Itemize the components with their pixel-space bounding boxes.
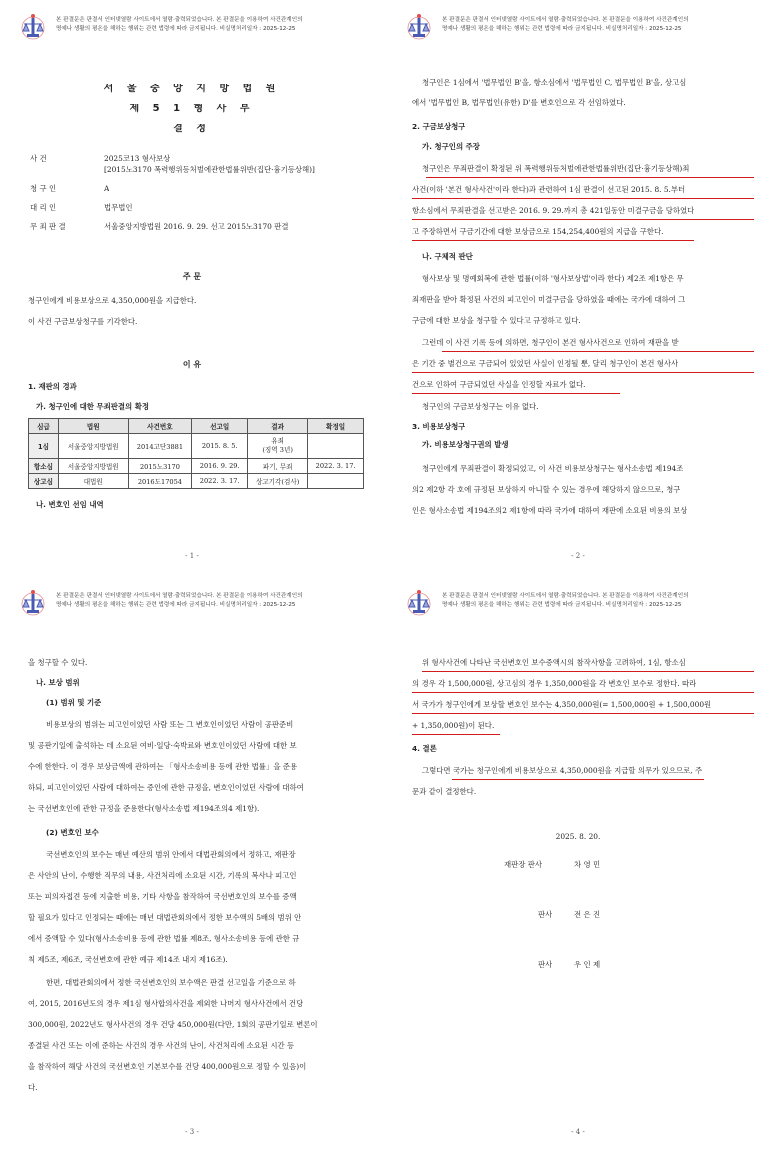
court-name: 서 울 중 앙 지 방 법 원 xyxy=(103,84,281,94)
col-header: 법원 xyxy=(58,419,128,434)
highlight-underline xyxy=(412,393,620,394)
court-emblem-icon xyxy=(404,588,434,618)
cost-line-2: 의2 제2항 각 호에 규정된 보상하지 아니할 수 있는 경우에 해당하지 않으므로, 청구 xyxy=(412,485,681,494)
continued-line: 을 청구할 수 있다. xyxy=(28,658,88,667)
cell-final xyxy=(308,474,364,489)
division-name: 제 5 1 형 사 부 xyxy=(129,104,255,114)
order-line-1: 청구인에게 비용보상으로 4,350,000원을 지급한다. xyxy=(28,296,197,305)
fee-decision-line-4: + 1,350,000원)이 된다. xyxy=(412,721,495,730)
rate-line-1: 한편, 대법관회의에서 정한 국선변호인의 보수액은 판결 선고일을 기준으로 하 xyxy=(46,978,296,987)
highlight-underline xyxy=(426,177,754,178)
scope-line-2: 및 공판기일에 출석하는 데 소요된 여비·일당·숙박료와 변호인이었던 사람에 대한 보 xyxy=(28,741,297,750)
cell-result-sub: (징역 3년) xyxy=(262,446,293,454)
page-number: - 1 - xyxy=(185,552,199,560)
col-header: 심급 xyxy=(29,419,59,434)
info-label-acquittal: 무 죄 판 결 xyxy=(30,222,66,231)
cell-case: 2014고단3881 xyxy=(128,434,192,459)
claim-line-3: 항소심에서 무죄판결을 선고받은 2016. 9. 29.까지 총 421일동안 미결구금을 당하였다 xyxy=(412,206,695,215)
reason-heading: 이 유 xyxy=(182,360,202,369)
fee-decision-line-3: 서 국가가 청구인에게 보상할 변호인 보수는 4,350,000원(= 1,500,000원 + 1,500,000원 xyxy=(412,700,712,709)
cell-final xyxy=(308,434,364,459)
table-row xyxy=(29,434,364,459)
cost-line-1: 청구인에게 무죄판결이 확정되었고, 이 사건 비용보상청구는 형사소송법 제194조 xyxy=(422,464,684,473)
intro-line-1: 청구인은 1심에서 '법무법인 B'을, 항소심에서 '법무법인 C, 법무법인 B'을, 상고심 xyxy=(422,78,687,87)
highlight-underline xyxy=(422,671,754,672)
order-heading: 주 문 xyxy=(182,272,202,281)
page-header xyxy=(18,12,368,42)
order-line-2: 이 사건 구금보상청구를 기각한다. xyxy=(28,317,138,326)
col-header: 확정일 xyxy=(308,419,364,434)
court-emblem-icon xyxy=(404,12,434,42)
highlight-underline xyxy=(412,219,754,220)
case-history-table xyxy=(28,418,364,489)
highlight-underline xyxy=(412,240,694,241)
claim-line-1: 청구인은 무죄판결이 확정된 위 폭력행위등처벌에관한법률위반(집단·흉기등상해)죄 xyxy=(422,164,690,173)
scope-line-5: 는 국선변호인에 관한 규정을 준용한다(형사소송법 제194조의4 제1항). xyxy=(28,804,260,813)
info-value-case-detail: [2015노3170 폭력행위등처벌에관한법률위반(집단·흉기등상해)] xyxy=(104,165,315,174)
rate-line-3: 300,000원, 2022년도 형사사건의 경우 건당 450,000원(다만, 1회의 공판기일로 변론이 xyxy=(28,1020,318,1029)
fee-line-1: 국선변호인의 보수는 매년 예산의 범위 안에서 대법관회의에서 정하고, 재판장 xyxy=(46,850,296,859)
info-value-agent: 법무법인 xyxy=(104,203,133,212)
scope-line-4: 하되, 피고인이었던 사람에 대하여는 증인에 관한 규정을, 변호인이었던 사람에 대하여 xyxy=(28,783,304,792)
fee-line-4: 할 필요가 있다고 인정되는 때에는 매년 대법관회의에서 정한 보수액의 5배의 범위 안 xyxy=(28,913,302,922)
info-value-claimant: A xyxy=(104,184,110,193)
page-header xyxy=(18,588,368,618)
cell-level: 상고심 xyxy=(29,474,59,489)
judgment2-line-1: 그런데 이 사건 기록 등에 의하면, 청구인이 본건 형사사건으로 인하여 재판을 받 xyxy=(422,338,679,347)
page-2 xyxy=(392,4,764,574)
fee-decision-line-1: 위 형사사건에 나타난 국선변호인 보수증액시의 참작사항을 고려하여, 1심, 항소심 xyxy=(422,658,686,667)
info-value-case: 2025코13 형사보상 xyxy=(104,154,171,163)
fee-line-5: 에서 증액할 수 있다(형사소송비용 등에 관한 법률 제8조, 형사소송비용 등에 관한 규 xyxy=(28,934,300,943)
cell-level: 1심 xyxy=(29,434,59,459)
judge-2-name: 전 은 진 xyxy=(574,910,601,919)
intro-line-2: 에서 '법무법인 B, 법무법인(유한) D'를 변호인으로 각 선임하였다. xyxy=(412,98,626,107)
cell-court: 대법원 xyxy=(58,474,128,489)
highlight-underline xyxy=(412,372,754,373)
highlight-underline xyxy=(412,734,500,735)
page-number: - 2 - xyxy=(571,552,585,560)
highlight-underline xyxy=(412,713,754,714)
cell-date: 2015. 8. 5. xyxy=(192,434,248,459)
page-header xyxy=(404,588,754,618)
info-value-acquittal: 서울중앙지방법원 2016. 9. 29. 선고 2015노3170 판결 xyxy=(104,222,289,231)
section-2a-title: 가. 청구인의 주장 xyxy=(422,142,480,151)
document-type: 결 정 xyxy=(173,124,211,134)
page-number: - 3 - xyxy=(185,1128,199,1136)
section-1b-title: 나. 변호인 선임 내역 xyxy=(36,500,104,509)
section-b-title: 나. 보상 범위 xyxy=(36,678,80,687)
rate-line-4: 종결된 사건 또는 이에 준하는 사건의 경우 사건의 난이, 사건처리에 소요된 시간 등 xyxy=(28,1041,295,1050)
highlight-underline xyxy=(452,779,704,780)
judge-1-title: 재판장 판사 xyxy=(504,860,543,869)
cost-line-3: 인은 형사소송법 제194조의2 제1항에 따라 국가에 대하여 재판에 소요된 비용의 보상 xyxy=(412,506,688,515)
info-label-case: 사 건 xyxy=(30,154,47,163)
col-header: 사건번호 xyxy=(128,419,192,434)
cell-date: 2022. 3. 17. xyxy=(192,474,248,489)
cell-case: 2016도17054 xyxy=(128,474,192,489)
judgment2-line-2: 은 기간 중 별건으로 구금되어 있었던 사실이 인정될 뿐, 달리 청구인이 본건 형사사 xyxy=(412,359,679,368)
table-row xyxy=(29,459,364,474)
rate-line-6: 다. xyxy=(28,1083,38,1092)
info-label-agent: 대 리 인 xyxy=(30,203,57,212)
subsection-1-title: (1) 범위 및 기준 xyxy=(46,698,102,707)
fee-line-2: 은 사안의 난이, 수행한 직무의 내용, 사건처리에 소요된 시간, 기록의 복사나 피고인 xyxy=(28,871,297,880)
judge-3-name: 우 인 제 xyxy=(574,960,601,969)
highlight-underline xyxy=(412,692,754,693)
cell-court: 서울중앙지방법원 xyxy=(58,434,128,459)
header-line-1: 본 판결문은 판결서 인터넷열람 사이트에서 열람·출력되었습니다. 본 판결문을 이용하여 사건관계인의 xyxy=(442,593,689,599)
section-1a-title: 가. 청구인에 대한 무죄판결의 확정 xyxy=(36,402,150,411)
judgment-line-1: 형사보상 및 명예회복에 관한 법률(이하 '형사보상법'이라 한다) 제2조 제1항은 무 xyxy=(422,274,684,283)
section-3-title: 3. 비용보상청구 xyxy=(412,422,466,431)
col-header: 선고일 xyxy=(192,419,248,434)
cell-result xyxy=(248,434,308,459)
scope-line-3: 수에 한한다. 이 경우 보상금액에 관하여는 「형사소송비용 등에 관한 법률」을 준용 xyxy=(28,762,298,771)
judge-3-title: 판사 xyxy=(538,960,553,969)
cell-case: 2015노3170 xyxy=(128,459,192,474)
cell-result: 상고기각(검사) xyxy=(248,474,308,489)
header-line-1: 본 판결문은 판결서 인터넷열람 사이트에서 열람·출력되었습니다. 본 판결문을 이용하여 사건관계인의 xyxy=(442,17,689,23)
judgment3-line: 청구인의 구금보상청구는 이유 없다. xyxy=(422,402,539,411)
subsection-2-title: (2) 변호인 보수 xyxy=(46,828,99,837)
highlight-underline xyxy=(442,351,754,352)
fee-decision-line-2: 의 경우 각 1,500,000원, 상고심의 경우 1,350,000원을 각 변호인 보수로 정한다. 따라 xyxy=(412,679,697,688)
court-emblem-icon xyxy=(18,588,48,618)
court-emblem-icon xyxy=(18,12,48,42)
judgment-line-2: 죄재판을 받아 확정된 사건의 피고인이 미결구금을 당하였을 때에는 국가에 대하여 그 xyxy=(412,295,686,304)
section-2-title: 2. 구금보상청구 xyxy=(412,122,466,131)
page-3 xyxy=(6,580,378,1150)
fee-line-6: 칙 제5조, 제6조, 국선변호에 관한 예규 제14조 내지 제16조). xyxy=(28,955,228,964)
judgment2-line-3: 건으로 인하여 구금되었던 사실을 인정할 자료가 없다. xyxy=(412,380,586,389)
header-line-2: 명예나 생활의 평온을 해하는 행위는 관련 법령에 따라 금지됩니다. 비실명처리일자 : 2025-12-25 xyxy=(56,602,296,608)
section-4-title: 4. 결론 xyxy=(412,744,437,753)
cell-result-main: 유죄 xyxy=(271,437,284,445)
judge-2-title: 판사 xyxy=(538,910,553,919)
header-line-2: 명예나 생활의 평온을 해하는 행위는 관련 법령에 따라 금지됩니다. 비실명처리일자 : 2025-12-25 xyxy=(442,26,682,32)
judgment-line-3: 구금에 대한 보상을 청구할 수 있다고 규정하고 있다. xyxy=(412,316,581,325)
decision-date: 2025. 8. 20. xyxy=(555,832,601,841)
cell-result: 파기, 무죄 xyxy=(248,459,308,474)
section-2b-title: 나. 구체적 판단 xyxy=(422,252,473,261)
cell-court: 서울중앙지방법원 xyxy=(58,459,128,474)
page-header xyxy=(404,12,754,42)
page-1 xyxy=(6,4,378,574)
rate-line-2: 여, 2015, 2016년도의 경우 제1심 형사합의사건을 제외한 나머지 형사사건에서 건당 xyxy=(28,999,304,1008)
header-line-2: 명예나 생활의 평온을 해하는 행위는 관련 법령에 따라 금지됩니다. 비실명처리일자 : 2025-12-25 xyxy=(442,602,682,608)
fee-line-3: 또는 피의자접견 등에 지출한 비용, 기타 사항을 참작하여 국선변호인의 보수를 증액 xyxy=(28,892,297,901)
header-line-1: 본 판결문은 판결서 인터넷열람 사이트에서 열람·출력되었습니다. 본 판결문을 이용하여 사건관계인의 xyxy=(56,17,303,23)
section-3a-title: 가. 비용보상청구권의 발생 xyxy=(422,440,509,449)
col-header: 결과 xyxy=(248,419,308,434)
claim-line-2: 사건(이하 '본건 형사사건'이라 한다)과 관련하여 1심 판결이 선고된 2015. 8. 5.부터 xyxy=(412,185,686,194)
claim-line-4: 고 주장하면서 구금기간에 대한 보상금으로 154,254,400원의 지급을 구한다. xyxy=(412,227,664,236)
header-line-1: 본 판결문은 판결서 인터넷열람 사이트에서 열람·출력되었습니다. 본 판결문을 이용하여 사건관계인의 xyxy=(56,593,303,599)
table-header-row xyxy=(29,419,364,434)
info-label-claimant: 청 구 인 xyxy=(30,184,57,193)
conclusion-line-2: 문과 같이 결정한다. xyxy=(412,787,477,796)
cell-final: 2022. 3. 17. xyxy=(308,459,364,474)
page-number: - 4 - xyxy=(571,1128,585,1136)
section-1-title: 1. 재판의 경과 xyxy=(28,382,77,391)
cell-level: 항소심 xyxy=(29,459,59,474)
rate-line-5: 을 참작하여 해당 사건의 국선변호인 기본보수를 건당 400,000원으로 정할 수 있음)이 xyxy=(28,1062,307,1071)
header-line-2: 명예나 생활의 평온을 해하는 행위는 관련 법령에 따라 금지됩니다. 비실명처리일자 : 2025-12-25 xyxy=(56,26,296,32)
table-row xyxy=(29,474,364,489)
page-4 xyxy=(392,580,764,1150)
conclusion-line-1: 그렇다면 국가는 청구인에게 비용보상으로 4,350,000원을 지급할 의무가 있으므로, 주 xyxy=(422,766,703,775)
scope-line-1: 비용보상의 범위는 피고인이었던 사람 또는 그 변호인이었던 사람이 공판준비 xyxy=(46,720,294,729)
cell-date: 2016. 9. 29. xyxy=(192,459,248,474)
judge-1-name: 차 영 민 xyxy=(574,860,601,869)
highlight-underline xyxy=(412,198,754,199)
